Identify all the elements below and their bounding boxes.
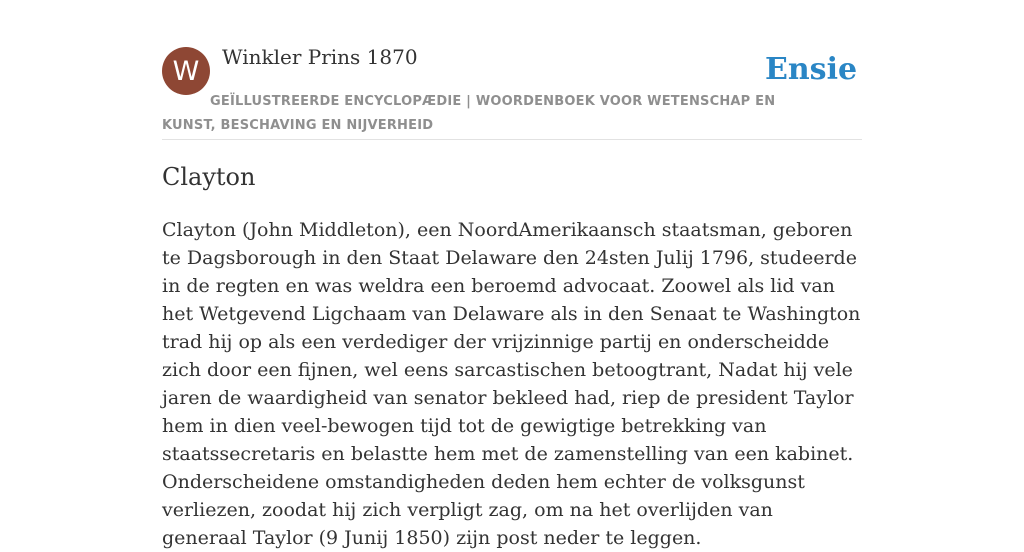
source-avatar[interactable]: W bbox=[162, 47, 210, 95]
source-subtitle: GEÏLLUSTREERDE ENCYCLOPÆDIE | WOORDENBOEK VOOR WETENSCHAP EN KUNST, BESCHAVING EN NIJVERHEID bbox=[162, 94, 776, 133]
entry-body: Clayton (John Middleton), een NoordAmerikaansch staatsman, geboren te Dagsborough in den Staat Delaware den 24sten Julij 1796, studeerde in de regten en was weldra een beroemd advocaat. Zoowel als lid van het Wetgevend Ligchaam van Delaware als in den Senaat te Washington trad hij op als een verdediger der vrijzinnige partij en onderscheidde zich door een fijnen, wel eens sarcastischen betoogtrant, Nadat hij vele jaren de waardigheid van senator bekleed had, riep de president Taylor hem in dien veel-bewogen tijd tot de gewigtige betrekking van staatssecretaris en belastte hem met de zamenstelling van een kabinet. Onderscheidene omstandigheden deden hem echter de volksgunst verliezen, zoodat hij zich verpligt zag, om na het overlijden van generaal Taylor (9 Junij 1850) zijn post neder te leggen. bbox=[162, 219, 861, 549]
source-title-link[interactable]: Winkler Prins 1870 bbox=[222, 45, 418, 69]
entry-title: Clayton bbox=[162, 163, 256, 191]
header-divider bbox=[162, 139, 862, 140]
ensie-logo-link[interactable]: Ensie bbox=[765, 52, 858, 87]
